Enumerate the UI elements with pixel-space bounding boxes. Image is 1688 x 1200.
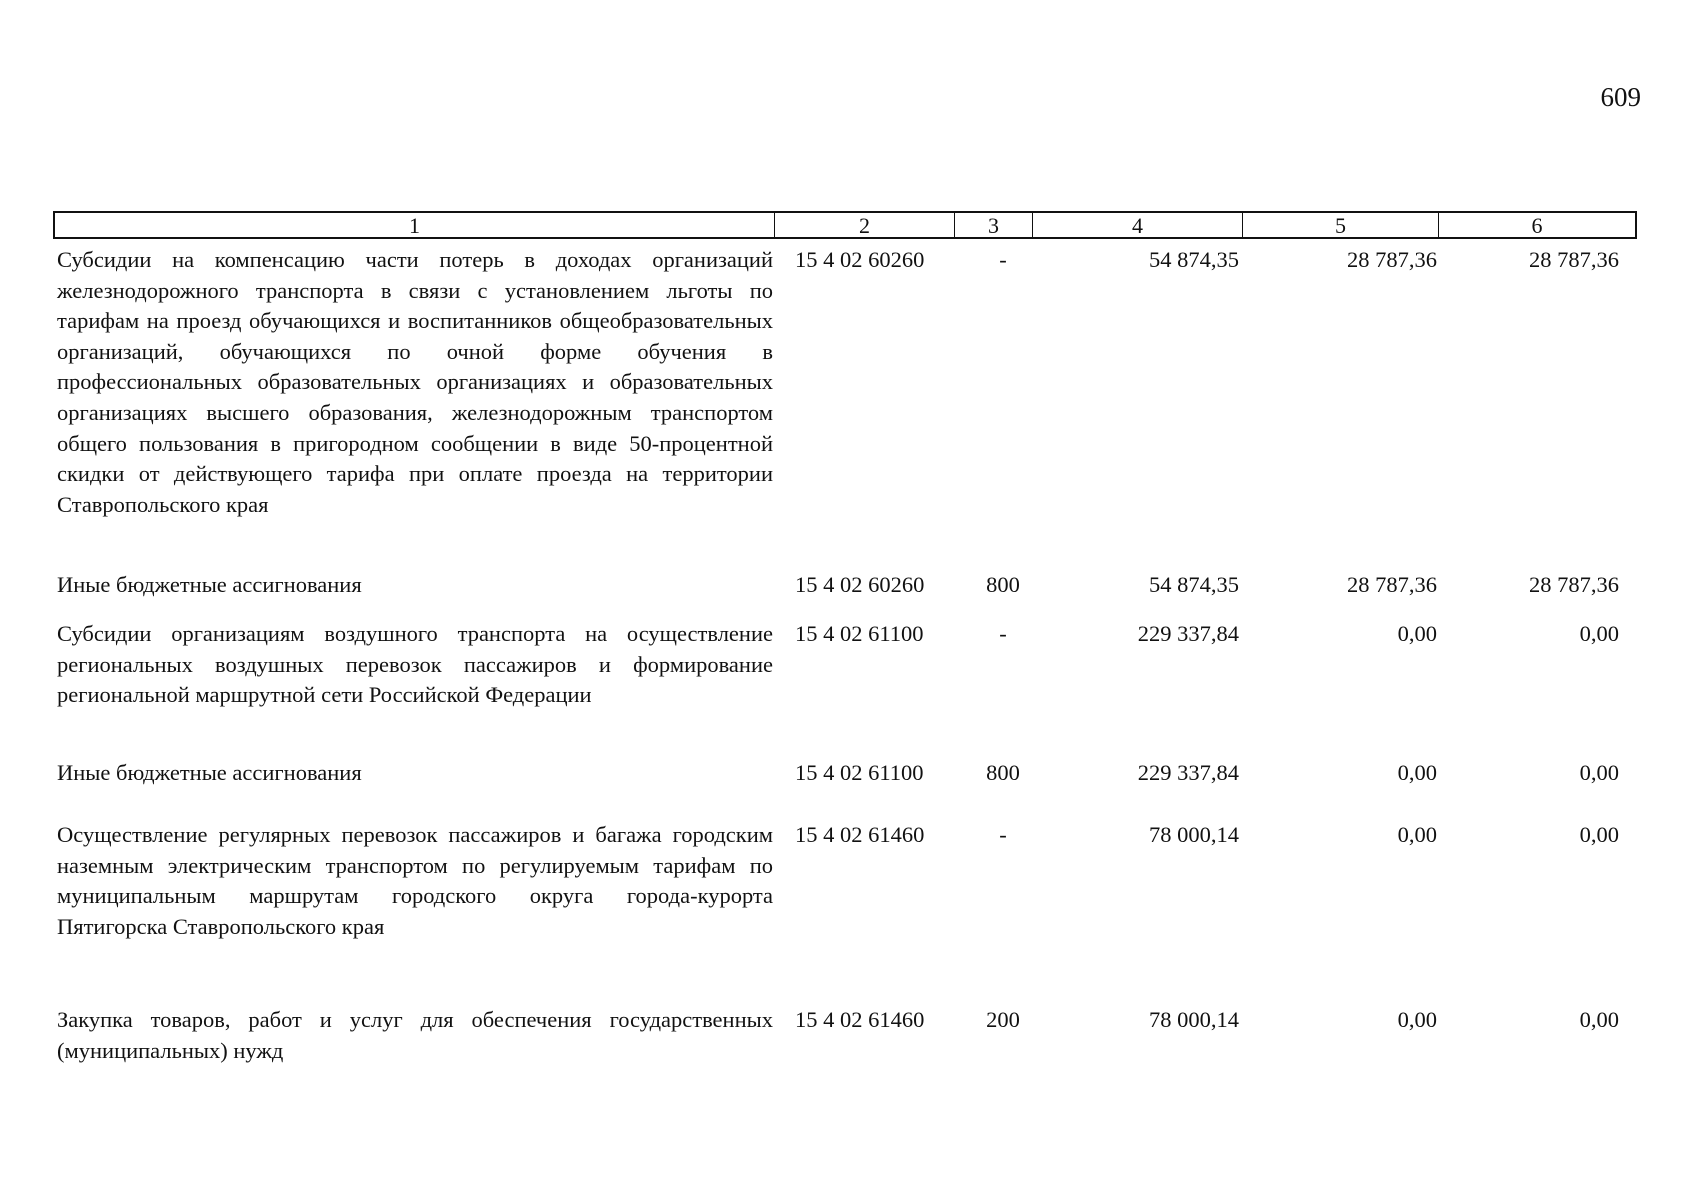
row-code: 15 4 02 60260 bbox=[795, 247, 925, 272]
row-value-6: 0,00 bbox=[1579, 621, 1619, 646]
row-value-6: 28 787,36 bbox=[1529, 572, 1619, 597]
row-kind: - bbox=[999, 822, 1007, 847]
row-value-5: 0,00 bbox=[1397, 760, 1437, 785]
row-value-6: 28 787,36 bbox=[1529, 247, 1619, 272]
row-value-4: 78 000,14 bbox=[1149, 822, 1239, 847]
row-code: 15 4 02 61100 bbox=[795, 621, 924, 646]
row-value-5: 0,00 bbox=[1397, 822, 1437, 847]
row-value-5: 28 787,36 bbox=[1347, 572, 1437, 597]
table-header bbox=[53, 211, 1637, 239]
row-value-4: 229 337,84 bbox=[1137, 621, 1239, 646]
row-description: Субсидии на компенсацию части потерь в доходах организаций железнодорожного транспорта в связи с установлением льготы по тарифам на проезд обучающихся и воспитанников общеобразовательных организаций, обучающихся по очной форме обучения в профессиональных образовательных организациях и образовательных организациях высшего образования, железнодорожным транспортом общего пользования в пригородном сообщении в виде 50-процентной скидки от действующего тарифа при оплате проезда на территории Ставропольского края bbox=[57, 247, 773, 517]
header-col-4: 4 bbox=[1033, 213, 1243, 237]
row-value-4: 54 874,35 bbox=[1149, 247, 1239, 272]
row-value-5: 28 787,36 bbox=[1347, 247, 1437, 272]
row-code: 15 4 02 61460 bbox=[795, 1007, 925, 1032]
header-col-6: 6 bbox=[1531, 213, 1543, 238]
row-description: Закупка товаров, работ и услуг для обеспечения государственных (муниципальных) нужд bbox=[57, 1007, 773, 1063]
header-col-2: 2 bbox=[775, 213, 955, 237]
page-number: 609 bbox=[1600, 82, 1641, 112]
row-value-6: 0,00 bbox=[1579, 822, 1619, 847]
row-kind: 800 bbox=[986, 572, 1020, 597]
header-col-3: 3 bbox=[955, 213, 1033, 237]
row-description: Иные бюджетные ассигнования bbox=[57, 760, 362, 785]
row-description: Осуществление регулярных перевозок пассажиров и багажа городским наземным электрическим транспортом по регулируемым тарифам по муниципальным маршрутам городского округа города-курорта Пятигорска Ставропольского края bbox=[57, 822, 773, 939]
row-code: 15 4 02 61100 bbox=[795, 760, 924, 785]
header-col-1: 1 bbox=[55, 213, 775, 237]
header-col-5: 5 bbox=[1243, 213, 1439, 237]
row-description: Иные бюджетные ассигнования bbox=[57, 572, 362, 597]
row-kind: - bbox=[999, 621, 1007, 646]
row-kind: 800 bbox=[986, 760, 1020, 785]
row-value-5: 0,00 bbox=[1397, 1007, 1437, 1032]
row-code: 15 4 02 61460 bbox=[795, 822, 925, 847]
row-description: Субсидии организациям воздушного транспорта на осуществление региональных воздушных перевозок пассажиров и формирование региональной маршрутной сети Российской Федерации bbox=[57, 621, 773, 708]
row-value-6: 0,00 bbox=[1579, 760, 1619, 785]
row-value-6: 0,00 bbox=[1579, 1007, 1619, 1032]
row-value-5: 0,00 bbox=[1397, 621, 1437, 646]
row-value-4: 78 000,14 bbox=[1149, 1007, 1239, 1032]
row-kind: - bbox=[999, 247, 1007, 272]
row-value-4: 54 874,35 bbox=[1149, 572, 1239, 597]
row-code: 15 4 02 60260 bbox=[795, 572, 925, 597]
row-value-4: 229 337,84 bbox=[1137, 760, 1239, 785]
row-kind: 200 bbox=[986, 1007, 1020, 1032]
